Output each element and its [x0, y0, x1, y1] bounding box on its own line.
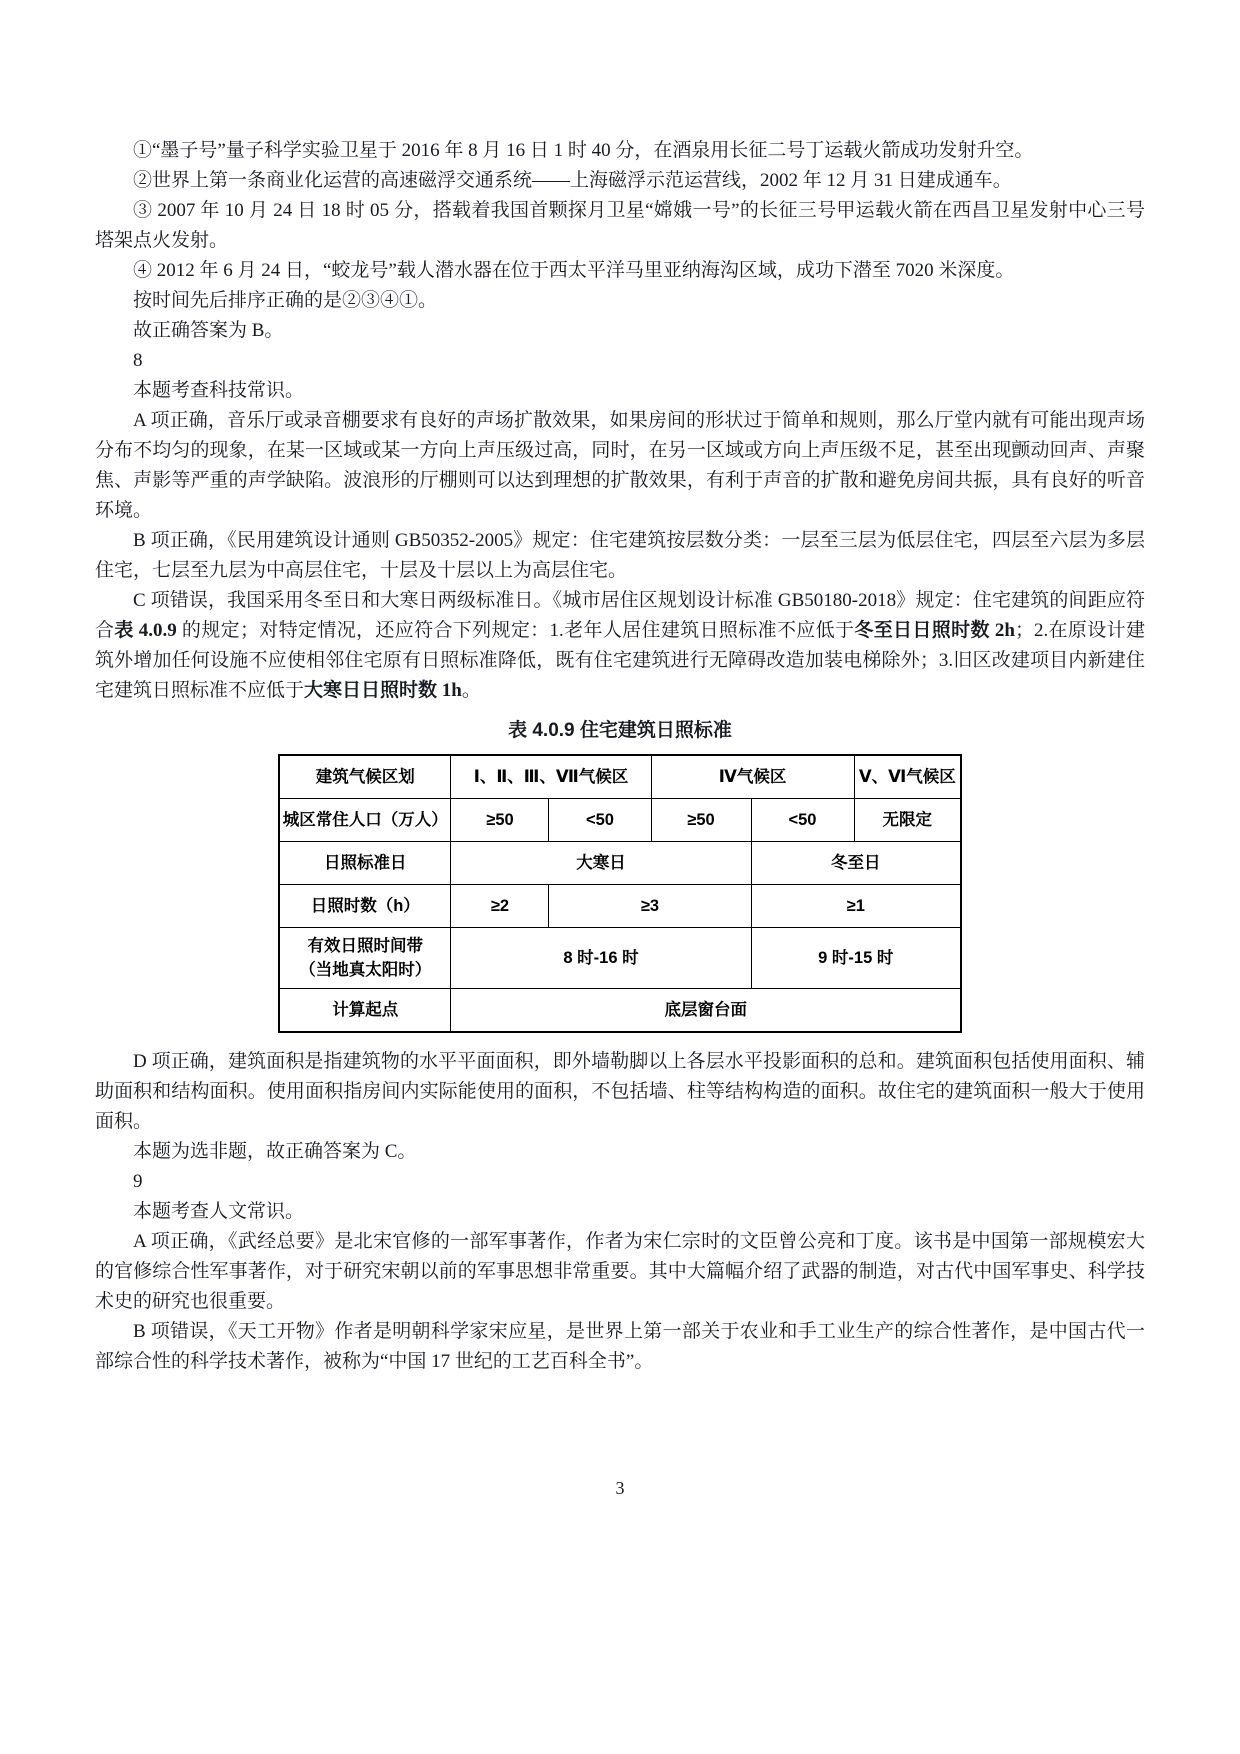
table-row-time-band: [279, 928, 961, 989]
cell-hours-1: ≥1: [751, 885, 961, 928]
table-row-origin: [279, 989, 961, 1033]
question-8-option-c: [95, 586, 1145, 706]
table-row-hours: [279, 885, 961, 928]
row-label-climate: 建筑气候区划: [279, 755, 451, 799]
question-8-number: 8: [133, 350, 143, 371]
cell-band-8-16: 8 时-16 时: [451, 928, 751, 989]
cell-pop-5: 无限定: [854, 799, 961, 842]
cell-band-9-15: 9 时-15 时: [751, 928, 961, 989]
cell-climate-zone-4: Ⅳ气候区: [651, 755, 854, 799]
question-9-option-a: A 项正确，《武经总要》是北宋官修的一部军事著作，作者为宋仁宗时的文臣曾公亮和丁度。该书是中国第一部规模宏大的官修综合性军事著作，对于研究宋朝以前的军事思想非常重要。其中大篇幅介绍了武器的制造，对古代中国军事史、科学技术史的研究也很重要。: [95, 1231, 1145, 1312]
question-8-option-a: A 项正确，音乐厅或录音棚要求有良好的声场扩散效果，如果房间的形状过于简单和规则，那么厅堂内就有可能出现声场分布不均匀的现象，在某一区域或某一方向上声压级过高，同时，在另一区域或方向上声压级不足，甚至出现颤动回声、声聚焦、声影等严重的声学缺陷。波浪形的厅棚则可以达到理想的扩散效果，有利于声音的扩散和避免房间共振，具有良好的听音环境。: [95, 410, 1145, 521]
paragraph-item-4: ④ 2012 年 6 月 24 日，“蛟龙号”载人潜水器在位于西太平洋马里亚纳海沟区域，成功下潜至 7020 米深度。: [133, 260, 1015, 281]
question-9-option-b: B 项错误，《天工开物》作者是明朝科学家宋应星，是世界上第一部关于农业和手工业生产的综合性著作，是中国古代一部综合性的科学技术著作，被称为“中国 17 世纪的工艺百科全书”。: [95, 1321, 1145, 1372]
question-8-option-d: D 项正确，建筑面积是指建筑物的水平平面面积，即外墙勒脚以上各层水平投影面积的总和。建筑面积包括使用面积、辅助面积和结构面积。使用面积指房间内实际能使用的面积，不包括墙、柱等结构构造的面积。故住宅的建筑面积一般大于使用面积。: [95, 1051, 1145, 1132]
option-c-text: 。: [461, 680, 481, 701]
option-c-text: ；2.在原设计建筑外增加任何设施不应使相邻住宅原有日照标准降低，既有住宅建筑进行无障碍改造加装电梯除外；3.旧区改建项目内新建住宅建筑日照标准不应低于: [95, 620, 1145, 701]
table-row-climate: [279, 755, 961, 799]
table-row-standard-day: [279, 842, 961, 885]
time-band-label-line1: 有效日照时间带: [307, 937, 423, 955]
cell-pop-4: <50: [751, 799, 854, 842]
paragraph-order: 按时间先后排序正确的是②③④①。: [133, 290, 438, 311]
option-c-winter-solstice: 冬至日日照时数 2h: [854, 620, 1015, 641]
row-label-origin: 计算起点: [279, 989, 451, 1033]
cell-pop-2: <50: [549, 799, 651, 842]
cell-hours-2: ≥2: [451, 885, 549, 928]
table-row-population: [279, 799, 961, 842]
cell-climate-zone-5-6: Ⅴ、Ⅵ气候区: [854, 755, 961, 799]
cell-pop-3: ≥50: [651, 799, 751, 842]
option-c-great-cold: 大寒日日照时数 1h: [304, 680, 462, 701]
document-body: [95, 136, 1145, 1377]
question-8-intro: 本题考查科技常识。: [133, 380, 305, 401]
paragraph-item-2: ②世界上第一条商业化运营的高速磁浮交通系统——上海磁浮示范运营线，2002 年 12 月 31 日建成通车。: [133, 170, 1012, 191]
paragraph-item-3: ③ 2007 年 10 月 24 日 18 时 05 分，搭载着我国首颗探月卫星“嫦娥一号”的长征三号甲运载火箭在西昌卫星发射中心三号塔架点火发射。: [95, 200, 1145, 251]
row-label-hours: 日照时数（h）: [279, 885, 451, 928]
page-number: 3: [615, 1478, 625, 1498]
sunshine-standard-table: [278, 754, 962, 1033]
option-c-table-ref: 表 4.0.9: [114, 620, 177, 641]
question-8-option-b: B 项正确，《民用建筑设计通则 GB50352-2005》规定：住宅建筑按层数分类：一层至三层为低层住宅，四层至六层为多层住宅，七层至九层为中高层住宅，十层及十层以上为高层住宅。: [95, 530, 1145, 581]
question-8-conclusion: 本题为选非题，故正确答案为 C。: [133, 1141, 417, 1162]
cell-origin-value: 底层窗台面: [451, 989, 961, 1033]
cell-great-cold-day: 大寒日: [451, 842, 751, 885]
row-label-time-band: [279, 928, 451, 989]
table-title: 表 4.0.9 住宅建筑日照标准: [508, 720, 732, 741]
cell-winter-solstice-day: 冬至日: [751, 842, 961, 885]
option-c-text: 的规定；对特定情况，还应符合下列规定：1.老年人居住建筑日照标准不应低于: [176, 620, 855, 641]
paragraph-answer-b: 故正确答案为 B。: [133, 320, 284, 341]
cell-climate-zone-1: Ⅰ、Ⅱ、Ⅲ、Ⅶ气候区: [451, 755, 651, 799]
question-9-intro: 本题考查人文常识。: [133, 1201, 305, 1222]
option-c-text: C 项错误，我国采用冬至日和大寒日两级标准日。《城市居住区规划设计标准 GB50180-2018》规定：住宅建筑的间距应符合: [95, 590, 1145, 641]
paragraph-item-1: ①“墨子号”量子科学实验卫星于 2016 年 8 月 16 日 1 时 40 分，在酒泉用长征二号丁运载火箭成功发射升空。: [133, 140, 1034, 161]
question-9-number: 9: [133, 1171, 143, 1192]
cell-pop-1: ≥50: [451, 799, 549, 842]
cell-hours-3: ≥3: [549, 885, 751, 928]
row-label-population: 城区常住人口（万人）: [279, 799, 451, 842]
row-label-standard-day: 日照标准日: [279, 842, 451, 885]
time-band-label-line2: （当地真太阳时）: [299, 961, 432, 979]
